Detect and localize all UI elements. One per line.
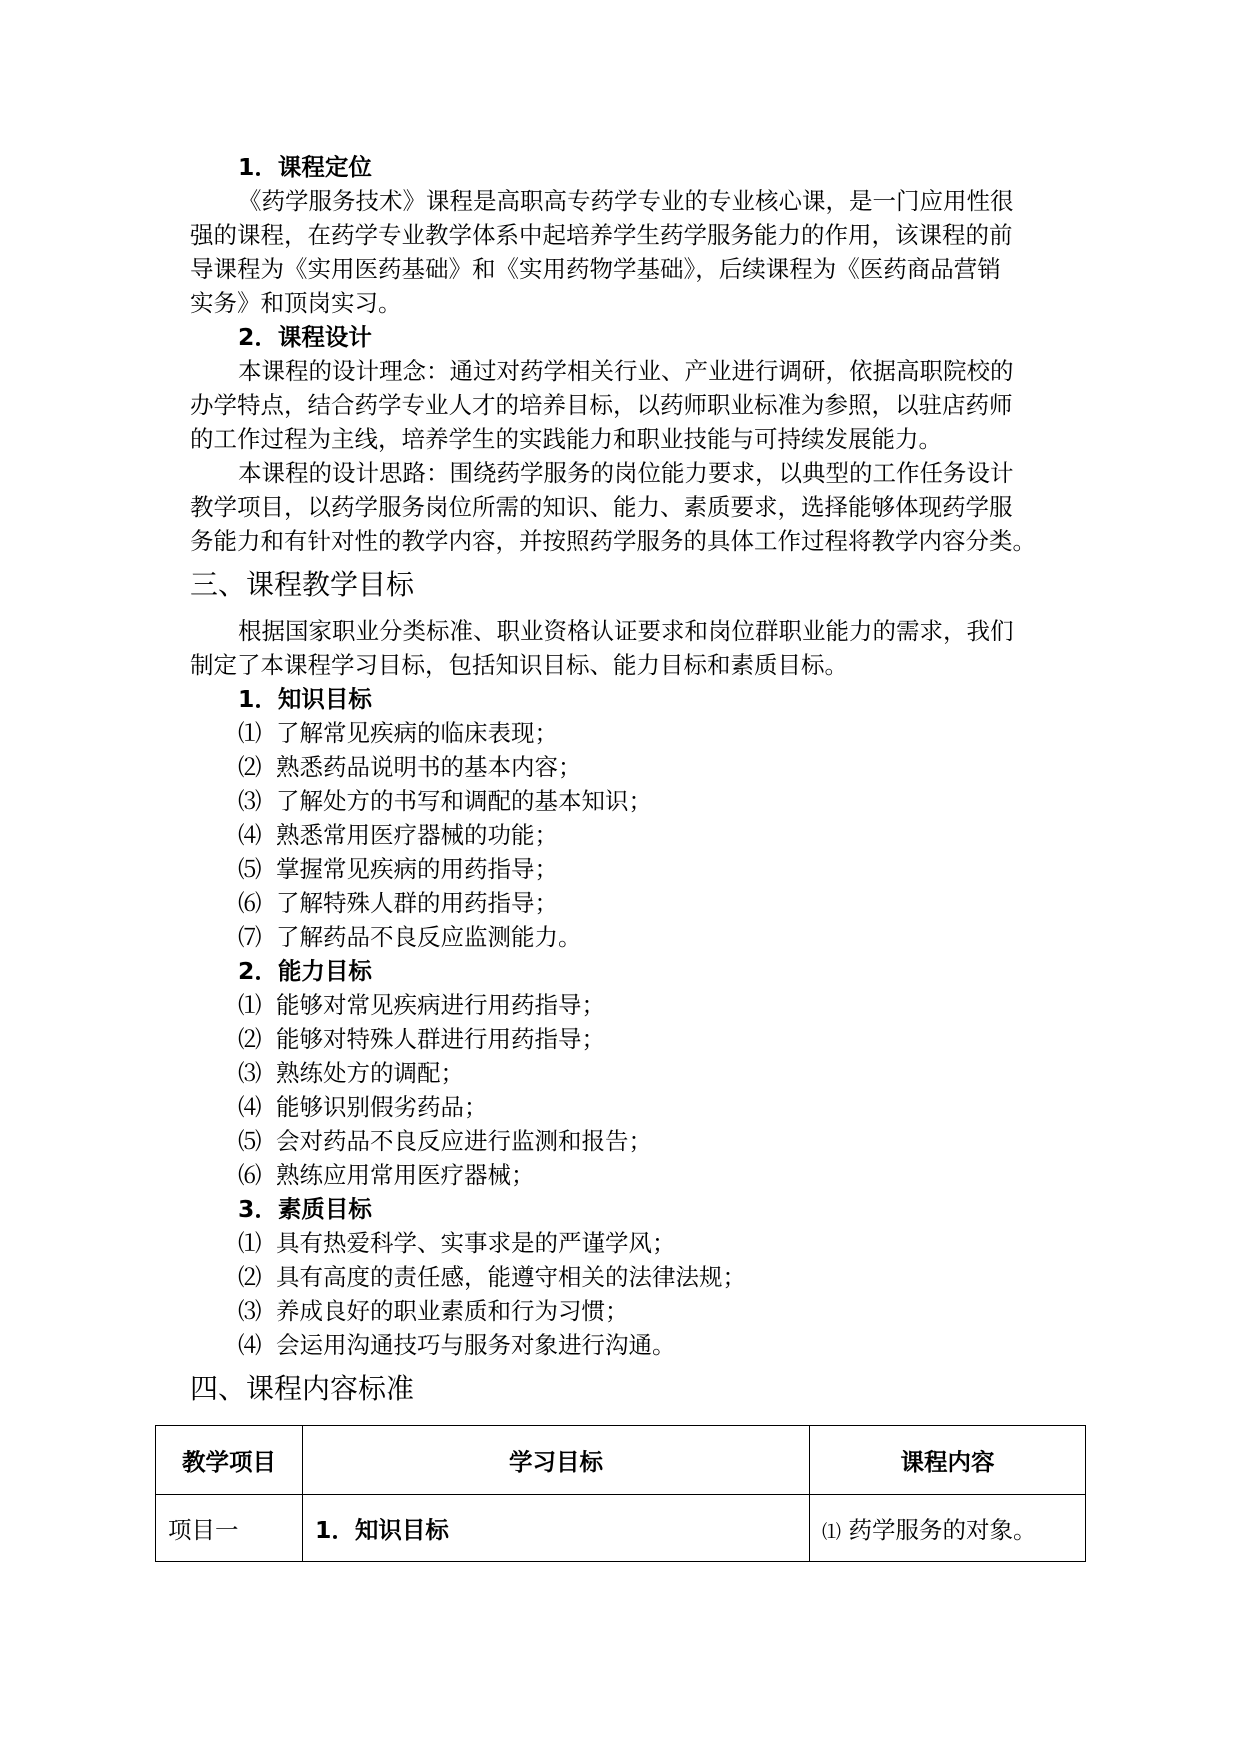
positioning-para-line: 导课程为《实用医药基础》和《实用药物学基础》，后续课程为《医药商品营销 xyxy=(190,255,1001,283)
header-content: 课程内容 xyxy=(810,1426,1086,1495)
table-row xyxy=(156,1495,1086,1562)
list-item xyxy=(190,1158,1070,1192)
item-number: ⑴ xyxy=(238,991,262,1019)
item-number: ⑹ xyxy=(238,1161,262,1189)
item-number: ⑷ xyxy=(238,1331,262,1359)
item-number: ⑵ xyxy=(238,753,262,781)
design-para-line: 本课程的设计思路：围绕药学服务的岗位能力要求，以典型的工作任务设计 xyxy=(238,459,1014,487)
intro-line: 根据国家职业分类标准、职业资格认证要求和岗位群职业能力的需求，我们 xyxy=(238,617,1014,645)
section-title: 四、课程内容标准 xyxy=(190,1372,415,1405)
list-item xyxy=(190,784,1070,818)
item-number: ⑵ xyxy=(238,1025,262,1053)
document-page xyxy=(190,150,1070,1418)
item-number: ⑷ xyxy=(238,821,262,849)
item-text: 能够对特殊人群进行用药指导； xyxy=(276,1025,605,1053)
item-number: ⑺ xyxy=(238,923,262,951)
section-title: 三、课程教学目标 xyxy=(190,568,415,601)
header-project: 教学项目 xyxy=(156,1426,303,1495)
positioning-para-line: 实务》和顶岗实习。 xyxy=(190,289,402,317)
item-number: ⑵ xyxy=(238,1263,262,1291)
list-item xyxy=(190,1294,1070,1328)
header-goal: 学习目标 xyxy=(303,1426,810,1495)
positioning-para-line: 强的课程，在药学专业教学体系中起培养学生药学服务能力的作用，该课程的前 xyxy=(190,221,1013,249)
item-number: ⑹ xyxy=(238,889,262,917)
list-item xyxy=(190,818,1070,852)
quality-heading: 3．素质目标 xyxy=(238,1195,372,1223)
item-number: ⑶ xyxy=(238,787,262,815)
list-item xyxy=(190,1022,1070,1056)
item-number: ⑶ xyxy=(238,1059,262,1087)
cell-project: 项目一 xyxy=(156,1495,303,1562)
item-text: 了解药品不良反应监测能力。 xyxy=(276,923,582,951)
item-number: ⑶ xyxy=(238,1297,262,1325)
item-text: 具有高度的责任感，能遵守相关的法律法规； xyxy=(276,1263,746,1291)
design-para-line: 教学项目，以药学服务岗位所需的知识、能力、素质要求，选择能够体现药学服 xyxy=(190,493,1013,521)
item-number: ⑸ xyxy=(238,855,262,883)
item-text: 具有热爱科学、实事求是的严谨学风； xyxy=(276,1229,676,1257)
cell-goal: 1．知识目标 xyxy=(303,1495,810,1562)
item-text: 熟练处方的调配； xyxy=(276,1059,464,1087)
item-text: 掌握常见疾病的用药指导； xyxy=(276,855,558,883)
list-item xyxy=(190,1124,1070,1158)
design-para-line: 务能力和有针对性的教学内容，并按照药学服务的具体工作过程将教学内容分类。 xyxy=(190,527,1036,555)
knowledge-heading: 1．知识目标 xyxy=(238,685,372,713)
item-number: ⑸ xyxy=(238,1127,262,1155)
item-text: 熟悉常用医疗器械的功能； xyxy=(276,821,558,849)
item-text: 熟悉药品说明书的基本内容； xyxy=(276,753,582,781)
item-text: 能够对常见疾病进行用药指导； xyxy=(276,991,605,1019)
item-text: 会运用沟通技巧与服务对象进行沟通。 xyxy=(276,1331,676,1359)
item-text: 能够识别假劣药品； xyxy=(276,1093,488,1121)
item-number: ⑴ xyxy=(238,1229,262,1257)
item-text: 了解处方的书写和调配的基本知识； xyxy=(276,787,652,815)
table-header-row xyxy=(156,1426,1086,1495)
list-item xyxy=(190,750,1070,784)
list-item xyxy=(190,1328,1070,1362)
item-text: 会对药品不良反应进行监测和报告； xyxy=(276,1127,652,1155)
design-para-line: 本课程的设计理念：通过对药学相关行业、产业进行调研，依据高职院校的 xyxy=(238,357,1014,385)
list-item xyxy=(190,886,1070,920)
design-para-line: 的工作过程为主线，培养学生的实践能力和职业技能与可持续发展能力。 xyxy=(190,425,942,453)
positioning-heading: 1．课程定位 xyxy=(238,153,372,181)
content-text: 药学服务的对象。 xyxy=(848,1516,1037,1544)
list-item xyxy=(190,1090,1070,1124)
list-item xyxy=(190,920,1070,954)
list-item xyxy=(190,988,1070,1022)
item-text: 了解常见疾病的临床表现； xyxy=(276,719,558,747)
course-content-table xyxy=(155,1425,1086,1562)
list-item xyxy=(190,716,1070,750)
item-number: ⑴ xyxy=(238,719,262,747)
list-item xyxy=(190,1260,1070,1294)
content-number: ⑴ xyxy=(822,1521,842,1543)
positioning-para-line: 《药学服务技术》课程是高职高专药学专业的专业核心课，是一门应用性很 xyxy=(238,187,1014,215)
list-item xyxy=(190,1226,1070,1260)
item-text: 了解特殊人群的用药指导； xyxy=(276,889,558,917)
design-para-line: 办学特点，结合药学专业人才的培养目标，以药师职业标准为参照，以驻店药师 xyxy=(190,391,1013,419)
item-text: 熟练应用常用医疗器械； xyxy=(276,1161,535,1189)
list-item xyxy=(190,852,1070,886)
item-number: ⑷ xyxy=(238,1093,262,1121)
cell-content xyxy=(810,1495,1086,1562)
item-text: 养成良好的职业素质和行为习惯； xyxy=(276,1297,629,1325)
intro-line: 制定了本课程学习目标，包括知识目标、能力目标和素质目标。 xyxy=(190,651,848,679)
ability-heading: 2．能力目标 xyxy=(238,957,372,985)
list-item xyxy=(190,1056,1070,1090)
design-heading: 2．课程设计 xyxy=(238,323,372,351)
